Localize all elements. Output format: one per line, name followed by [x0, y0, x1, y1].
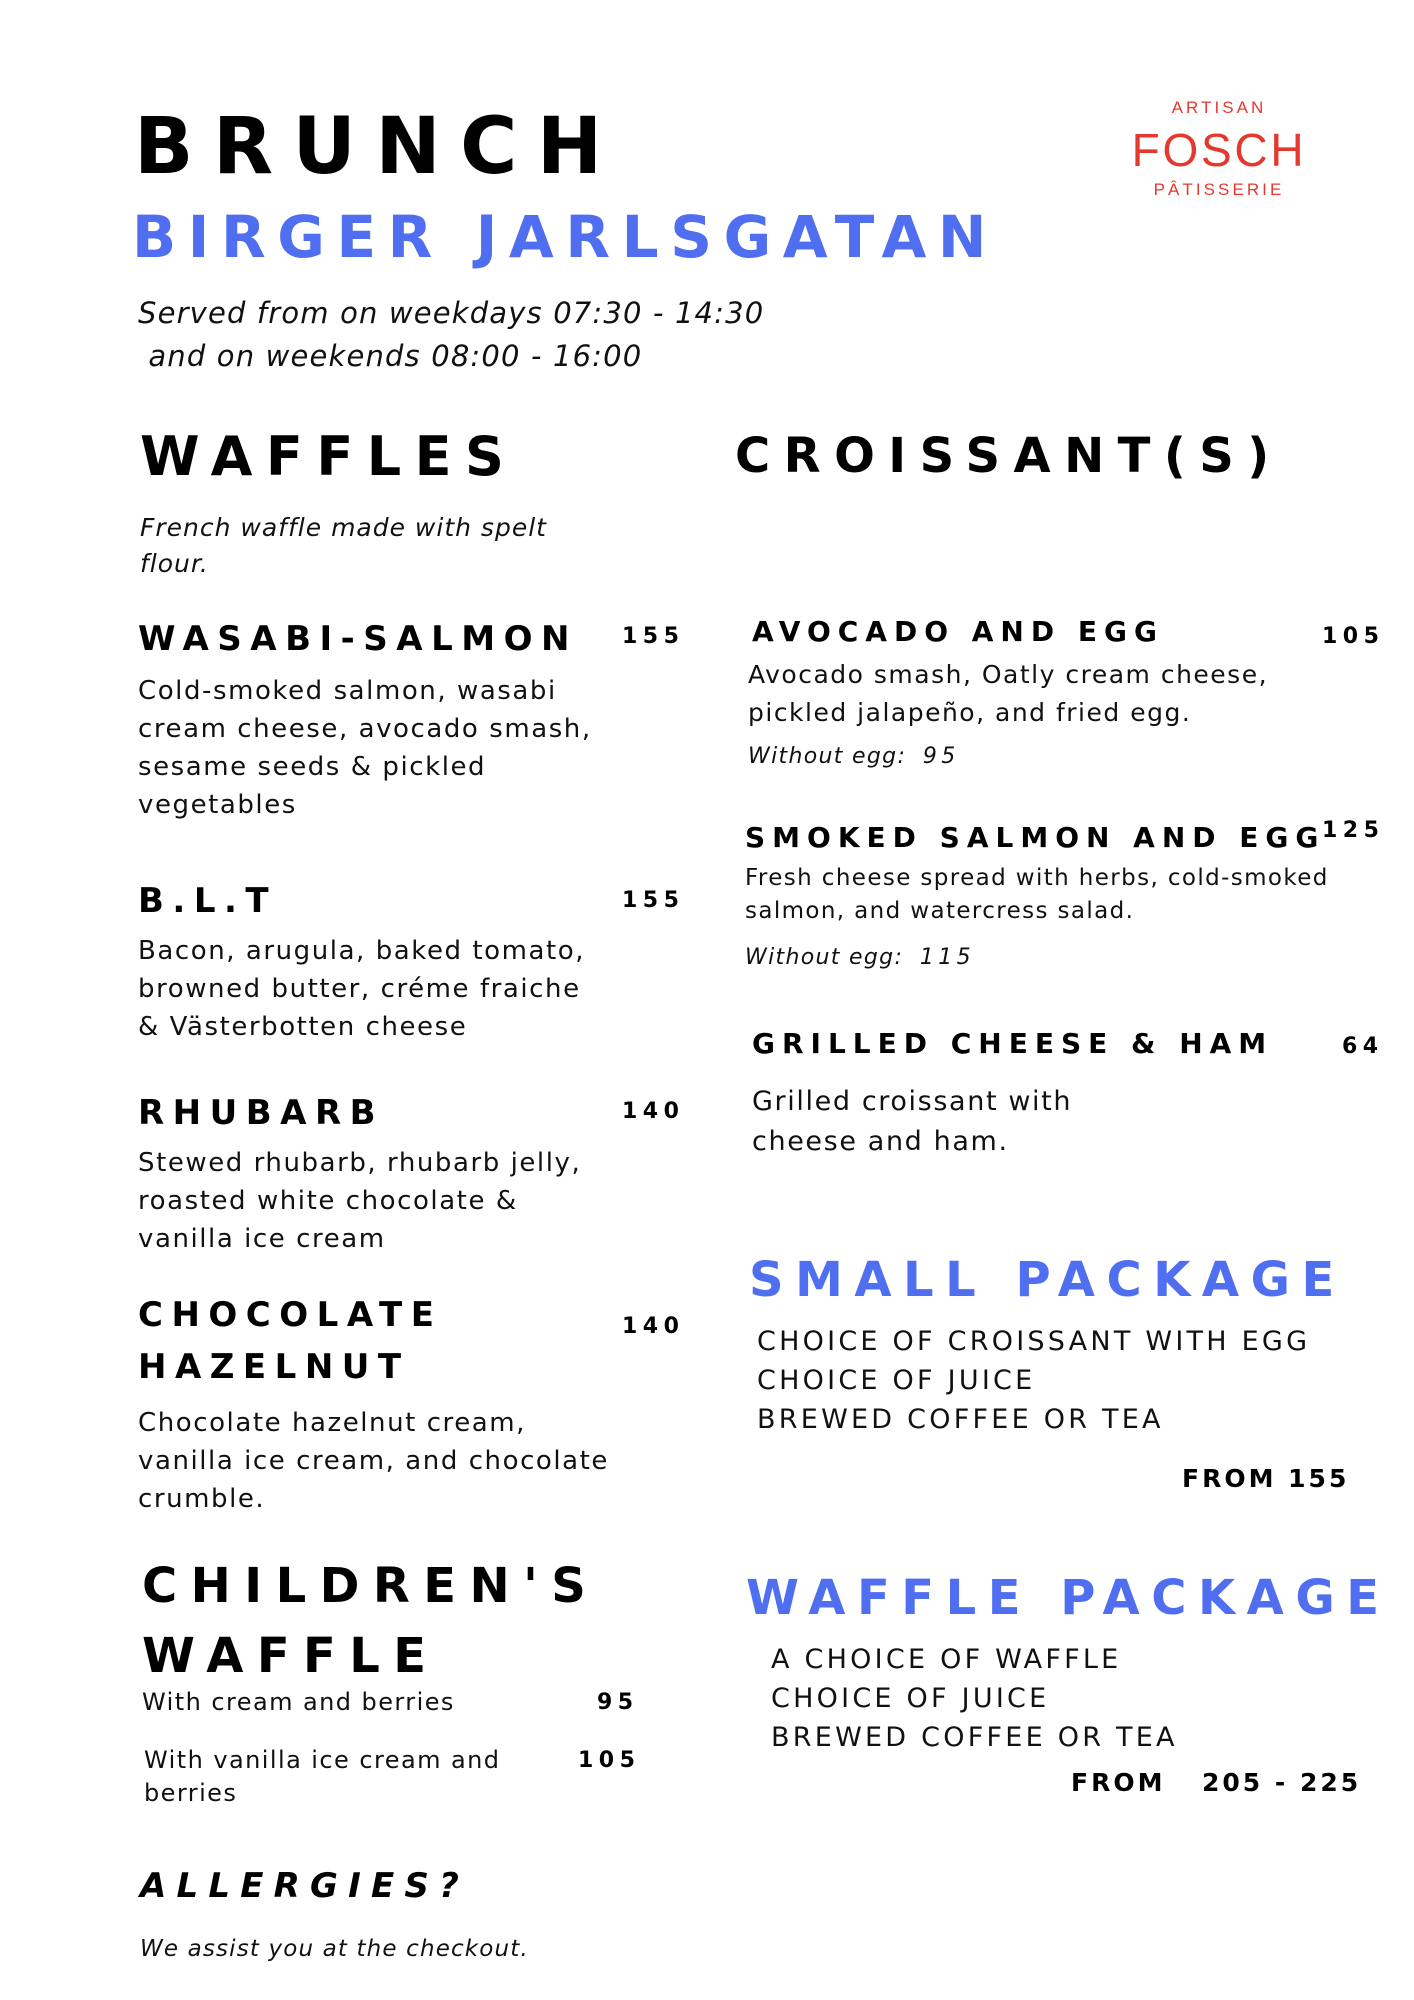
- without-egg-salmon: [745, 945, 975, 970]
- item-price-rhubarb: 140: [622, 1099, 685, 1124]
- waffle-package-line: CHOICE OF JUICE: [771, 1683, 1050, 1714]
- allergies-heading: ALLERGIES?: [140, 1866, 470, 1906]
- item-price-grilled-cheese-ham: 64: [1342, 1034, 1384, 1059]
- item-desc-blt: Bacon, arugula, baked tomato, browned butter, créme fraiche & Västerbotten cheese: [138, 936, 586, 1042]
- small-package-price: FROM 155: [1182, 1464, 1350, 1493]
- waffle-package-lines: [771, 1640, 1178, 1757]
- item-name-smoked-salmon-egg: SMOKED SALMON AND EGG: [745, 821, 1326, 854]
- waffle-package-heading: WAFFLE PACKAGE: [746, 1570, 1391, 1626]
- item-desc-avocado-egg: Avocado smash, Oatly cream cheese, pickled jalapeño, and fried egg.: [748, 660, 1269, 727]
- item-name-avocado-egg: AVOCADO AND EGG: [752, 615, 1164, 648]
- allergies-text: We assist you at the checkout.: [140, 1936, 529, 1962]
- without-egg-label: Without egg:: [745, 945, 904, 970]
- children-option-vanilla: With vanilla ice cream and berries: [144, 1746, 501, 1807]
- item-name-hazelnut: HAZELNUT: [138, 1347, 410, 1387]
- item-name-rhubarb: RHUBARB: [138, 1093, 385, 1133]
- served-hours: [138, 292, 764, 378]
- logo-name: FOSCH: [1131, 124, 1307, 176]
- children-heading-line1: CHILDREN'S: [142, 1558, 600, 1614]
- fosch-logo: [1100, 97, 1338, 201]
- without-egg-price: 95: [922, 744, 960, 769]
- small-package-line: CHOICE OF CROISSANT WITH EGG: [757, 1326, 1311, 1357]
- without-egg-avocado: [748, 744, 960, 769]
- waffle-package-line: A CHOICE OF WAFFLE: [771, 1644, 1122, 1675]
- item-name-grilled-cheese-ham: GRILLED CHEESE & HAM: [752, 1027, 1274, 1060]
- children-heading-line2: WAFFLE: [142, 1628, 440, 1684]
- item-price-blt: 155: [622, 888, 685, 913]
- item-desc-grilled-cheese-ham: Grilled croissant with cheese and ham.: [752, 1086, 1073, 1157]
- logo-artisan: ARTISAN: [1171, 98, 1267, 117]
- waffles-heading: WAFFLES: [140, 425, 518, 488]
- item-desc-smoked-salmon-egg: Fresh cheese spread with herbs, cold-smoked salmon, and watercress salad.: [745, 865, 1329, 924]
- item-price-avocado-egg: 105: [1322, 624, 1385, 649]
- croissants-heading: CROISSANT(S): [735, 428, 1283, 484]
- location-title: BIRGER JARLSGATAN: [132, 203, 999, 271]
- small-package-line: CHOICE OF JUICE: [757, 1365, 1036, 1396]
- served-weekdays: Served from on weekdays 07:30 - 14:30: [138, 296, 765, 330]
- small-package-lines: [757, 1322, 1310, 1439]
- item-name-wasabi-salmon: WASABI-SALMON: [138, 619, 578, 659]
- waffle-package-from-label: FROM: [1071, 1768, 1166, 1797]
- item-price-chocolate-hazelnut: 140: [622, 1314, 685, 1339]
- children-price-vanilla: 105: [578, 1748, 641, 1773]
- children-price-cream: 95: [597, 1690, 639, 1715]
- page-title: BRUNCH: [134, 102, 622, 192]
- children-option-cream: With cream and berries: [142, 1688, 455, 1716]
- small-package-line: BREWED COFFEE OR TEA: [757, 1404, 1164, 1435]
- served-weekends: and on weekends 08:00 - 16:00: [138, 339, 643, 373]
- item-name-blt: B.L.T: [138, 881, 278, 921]
- item-desc-chocolate-hazelnut: Chocolate hazelnut cream, vanilla ice cream, and chocolate crumble.: [138, 1408, 609, 1514]
- waffle-package-line: BREWED COFFEE OR TEA: [771, 1722, 1178, 1753]
- without-egg-label: Without egg:: [748, 744, 907, 769]
- waffle-package-price: 205 - 225: [1202, 1768, 1362, 1797]
- item-price-smoked-salmon-egg: 125: [1322, 818, 1385, 843]
- item-desc-wasabi-salmon: Cold-smoked salmon, wasabi cream cheese, avocado smash, sesame seeds & pickled vegetables: [138, 676, 592, 820]
- waffles-intro: French waffle made with spelt flour.: [140, 513, 547, 578]
- small-package-heading: SMALL PACKAGE: [749, 1252, 1346, 1308]
- item-desc-rhubarb: Stewed rhubarb, rhubarb jelly, roasted white chocolate & vanilla ice cream: [138, 1148, 582, 1254]
- item-price-wasabi-salmon: 155: [622, 624, 685, 649]
- logo-patisserie: PÂTISSERIE: [1153, 180, 1285, 199]
- without-egg-price: 115: [919, 945, 976, 970]
- item-name-chocolate: CHOCOLATE: [138, 1295, 443, 1335]
